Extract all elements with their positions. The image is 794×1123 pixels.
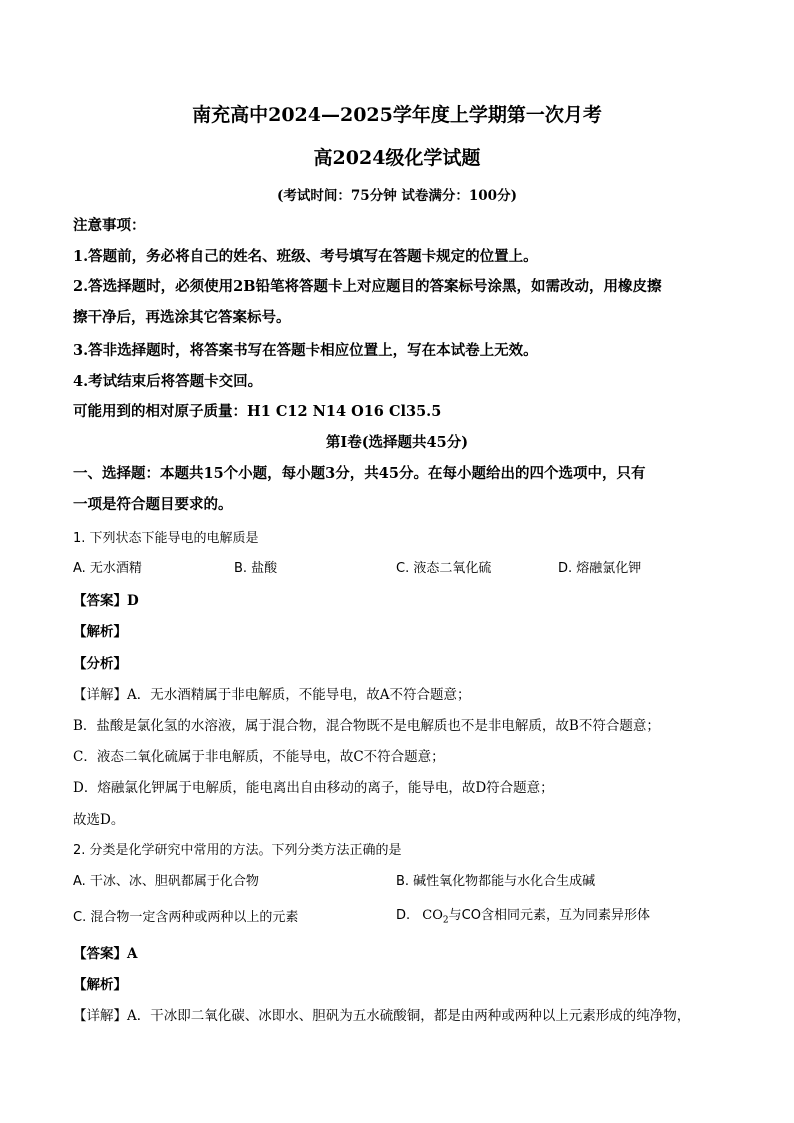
- exam-info: (考试时间：75分钟 试卷满分：100分): [277, 188, 517, 204]
- q2-option-d: [396, 904, 650, 926]
- q1-option-d: D. 熔融氯化钾: [558, 561, 642, 576]
- notes-heading: 注意事项：: [73, 217, 146, 234]
- q1-detail-c: C．液态二氧化硫属于非电解质，不能导电，故C不符合题意；: [73, 749, 445, 765]
- atomic-masses: 可能用到的相对原子质量：H1 C12 N14 O16 Cl35.5: [73, 403, 442, 420]
- note-item-1: 1.答题前，务必将自己的姓名、班级、考号填写在答题卡规定的位置上。: [73, 248, 538, 265]
- q1-option-c: C. 液态二氧化硫: [396, 561, 492, 576]
- q2-option-c: C. 混合物一定含两种或两种以上的元素: [73, 910, 299, 925]
- q1-stem: 1. 下列状态下能导电的电解质是: [73, 531, 259, 546]
- q2-analysis-label: 【解析】: [73, 977, 127, 993]
- q1-analysis-label: 【解析】: [73, 624, 127, 640]
- exam-subtitle: 高2024级化学试题: [313, 147, 481, 169]
- section-instruction-line-2: 一项是符合题目要求的。: [73, 496, 233, 513]
- q1-option-b: B. 盐酸: [234, 561, 278, 576]
- q2-option-d-rest: 与CO含相同元素，互为同素异形体: [448, 908, 650, 923]
- note-item-2-line-1: 2.答选择题时，必须使用2B铅笔将答题卡上对应题目的答案标号涂黑，如需改动，用橡皮擦: [73, 278, 662, 295]
- q1-option-a: A. 无水酒精: [73, 561, 142, 576]
- exam-title: 南充高中2024—2025学年度上学期第一次月考: [192, 104, 602, 126]
- section-title: 第Ⅰ卷(选择题共45分): [325, 434, 469, 451]
- q1-answer: 【答案】D: [73, 593, 139, 609]
- q2-option-b: B. 碱性氧化物都能与水化合生成碱: [396, 874, 596, 889]
- q2-stem: 2. 分类是化学研究中常用的方法。下列分类方法正确的是: [73, 843, 402, 858]
- note-item-4: 4.考试结束后将答题卡交回。: [73, 373, 263, 390]
- q2-answer: 【答案】A: [73, 946, 138, 962]
- note-item-2-line-2: 擦干净后，再选涂其它答案标号。: [73, 309, 291, 326]
- q2-option-d-prefix: D.: [396, 908, 411, 923]
- q2-option-a: A. 干冰、冰、胆矾都属于化合物: [73, 874, 259, 889]
- q1-detail-d: D．熔融氯化钾属于电解质，能电离出自由移动的离子，能导电，故D符合题意；: [73, 780, 554, 796]
- q1-detail-b: B．盐酸是氯化氢的水溶液，属于混合物，混合物既不是电解质也不是非电解质，故B不符合题意；: [73, 718, 660, 734]
- q1-detail-a: 【详解】A．无水酒精属于非电解质，不能导电，故A不符合题意；: [73, 687, 471, 703]
- q1-fenxi-label: 【分析】: [73, 656, 127, 672]
- q1-conclusion: 故选D。: [73, 812, 125, 828]
- co2-formula: $CO_2$: [422, 908, 449, 926]
- note-item-3: 3.答非选择题时，将答案书写在答题卡相应位置上，写在本试卷上无效。: [73, 342, 538, 359]
- section-instruction-line-1: 一、选择题：本题共15个小题，每小题3分，共45分。在每小题给出的四个选项中，只有: [73, 465, 646, 482]
- q2-detail-a: 【详解】A．干冰即二氧化碳、冰即水、胆矾为五水硫酸铜，都是由两种或两种以上元素形成的纯净物，: [73, 1008, 691, 1024]
